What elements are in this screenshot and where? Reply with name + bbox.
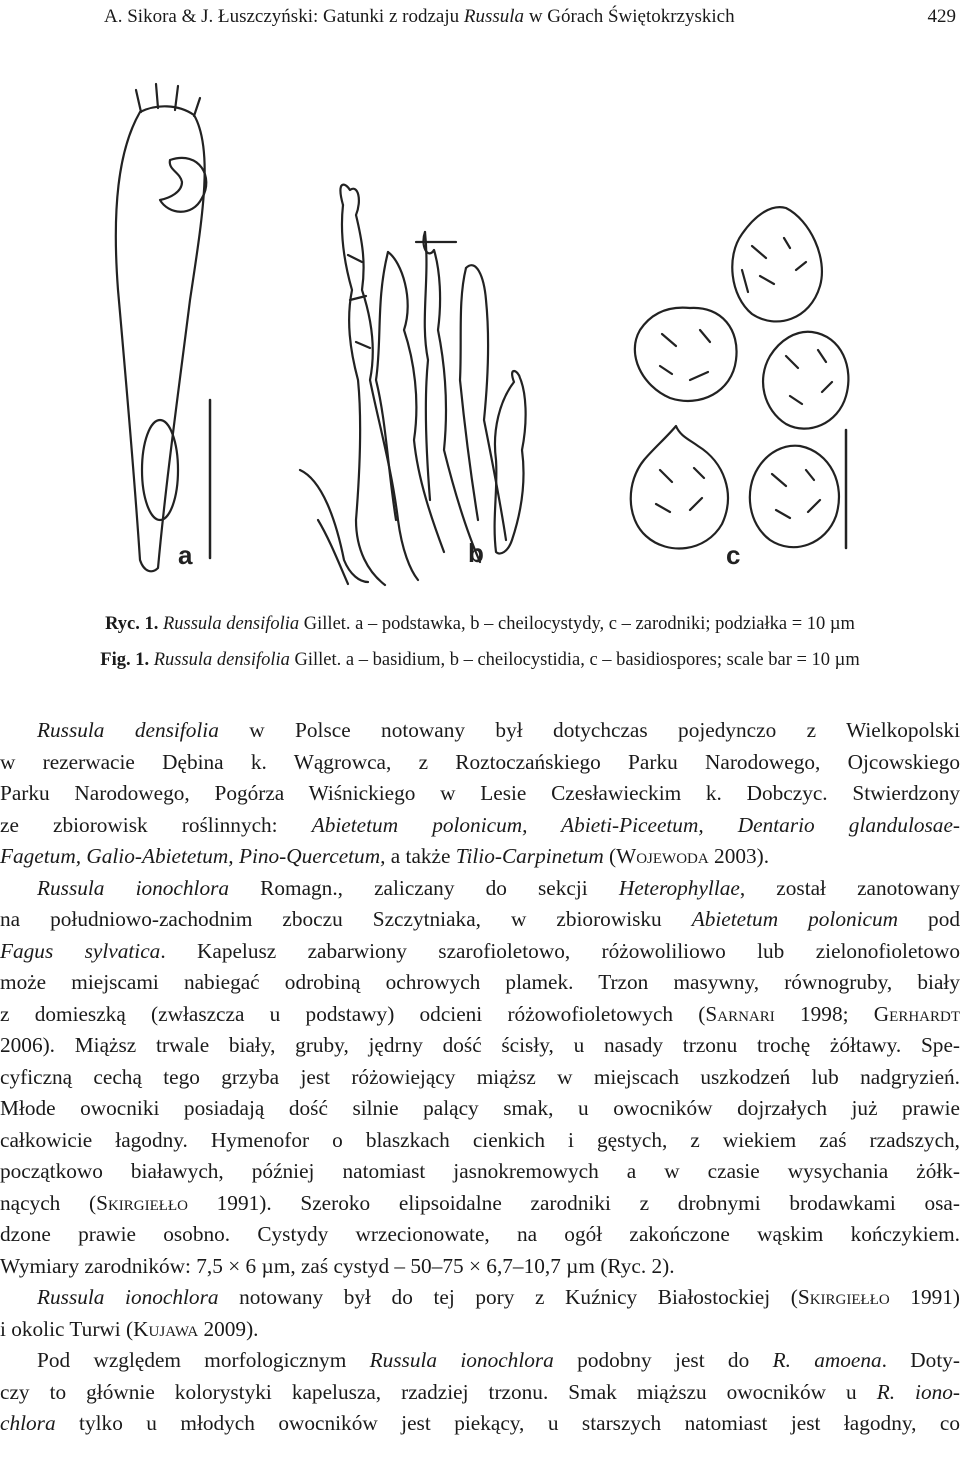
- text-line: Młode owocniki posiadają dość silnie palący smak, u owocników dojrzałych już prawie: [0, 1096, 960, 1120]
- text-line: Fagus sylvatica. Kapelusz zabarwiony szarofioletowo, różowoliliowo lub zielonofioletowo: [0, 938, 960, 963]
- text-line: na południowo-zachodnim zboczu Szczytniaka, w zbiorowisku Abietetum polonicum pod: [0, 907, 960, 931]
- running-title: A. Sikora & J. Łuszczyński: Gatunki z rodzaju Russula w Górach Świętokrzyskich: [104, 6, 735, 27]
- text-line: początkowo białawych, później natomiast jasnokremowych a w czasie wysychania żółk-: [0, 1159, 960, 1183]
- text-line: Russula ionochlora notowany był do tej pory z Kuźnicy Białostockiej (Skirgiełło 1991): [37, 1285, 960, 1309]
- text-line: Fagetum, Galio-Abietetum, Pino-Quercetum, a także Tilio-Carpinetum (Wojewoda 2003).: [0, 844, 770, 868]
- text-line: i okolic Turwi (Kujawa 2009).: [0, 1316, 259, 1341]
- text-line: Parku Narodowego, Pogórza Wiśnickiego w Lesie Czesławieckim k. Dobczyc. Stwierdzony: [0, 781, 960, 805]
- panel-label-a: a: [178, 540, 193, 570]
- panel-label-c: c: [726, 540, 741, 570]
- figure-caption-en: Fig. 1. Russula densifolia Gillet. a – basidium, b – cheilocystidia, c – basidiospores; scale bar = 10 µm: [100, 650, 860, 670]
- page-number: 429: [927, 6, 956, 27]
- text-line: z domieszką (zwłaszcza u podstawy) odcieni różowofioletowych (Sarnari 1998; Gerhardt: [0, 1001, 960, 1026]
- text-line: cyficzną cechą tego grzyba jest różowiejący miąższ w miejscach uszkodzeń lub nadgryzień.: [0, 1064, 960, 1089]
- text-line: ze zbiorowisk roślinnych: Abietetum polonicum, Abieti-Piceetum, Dentario glandulosae-: [0, 812, 960, 837]
- text-line: Russula ionochlora Romagn., zaliczany do sekcji Heterophyllae, został zanotowany: [37, 875, 960, 900]
- text-line: Pod względem morfologicznym Russula ionochlora podobny jest do R. amoena. Doty-: [37, 1348, 960, 1372]
- text-line: dzone prawie osobno. Cystydy wrzecionowate, na ogół zakończone wąskim kończykiem.: [0, 1222, 960, 1246]
- text-line: Russula densifolia w Polsce notowany był dotychczas pojedynczo z Wielkopolski: [37, 718, 960, 742]
- text-line: może miejscami nabiegać odrobiną ochrowych plamek. Trzon masywny, równogruby, biały: [0, 970, 960, 994]
- running-header: [0, 4, 960, 34]
- text-line: całkowicie łagodny. Hymenofor o blaszkach cienkich i gęstych, z wiekiem zaś rzadszych,: [0, 1127, 960, 1152]
- figure-caption-pl: Ryc. 1. Russula densifolia Gillet. a – podstawka, b – cheilocystydy, c – zarodniki; podziałka = 10 µm: [105, 614, 855, 634]
- figure-1: [0, 60, 960, 600]
- basidiospores-drawing: [631, 207, 849, 548]
- figure-1-drawing: [0, 60, 960, 600]
- basidium-drawing: [116, 84, 210, 571]
- text-line: 2006). Miąższ trwale biały, gruby, jędrny dość ścisły, u nasady trzonu trochę żółtawy. Spe-: [0, 1033, 960, 1057]
- body-text: [0, 715, 960, 1440]
- text-line: czy to głównie kolorystyki kapelusza, rzadziej trzonu. Smak miąższu owocników u R. iono-: [0, 1379, 960, 1404]
- text-line: Wymiary zarodników: 7,5 × 6 µm, zaś cystyd – 50–75 × 6,7–10,7 µm (Ryc. 2).: [0, 1253, 675, 1278]
- text-line: w rezerwacie Dębina k. Wągrowca, z Roztoczańskiego Parku Narodowego, Ojcowskiego: [0, 749, 960, 774]
- panel-label-b: b: [468, 538, 484, 568]
- text-line: chlora tylko u młodych owocników jest piekący, u starszych natomiast jest łagodny, co: [0, 1411, 960, 1435]
- text-line: nących (Skirgiełło 1991). Szeroko elipsoidalne zarodniki z drobnymi brodawkami osa-: [0, 1190, 960, 1215]
- cheilocystidia-drawing: [300, 185, 526, 585]
